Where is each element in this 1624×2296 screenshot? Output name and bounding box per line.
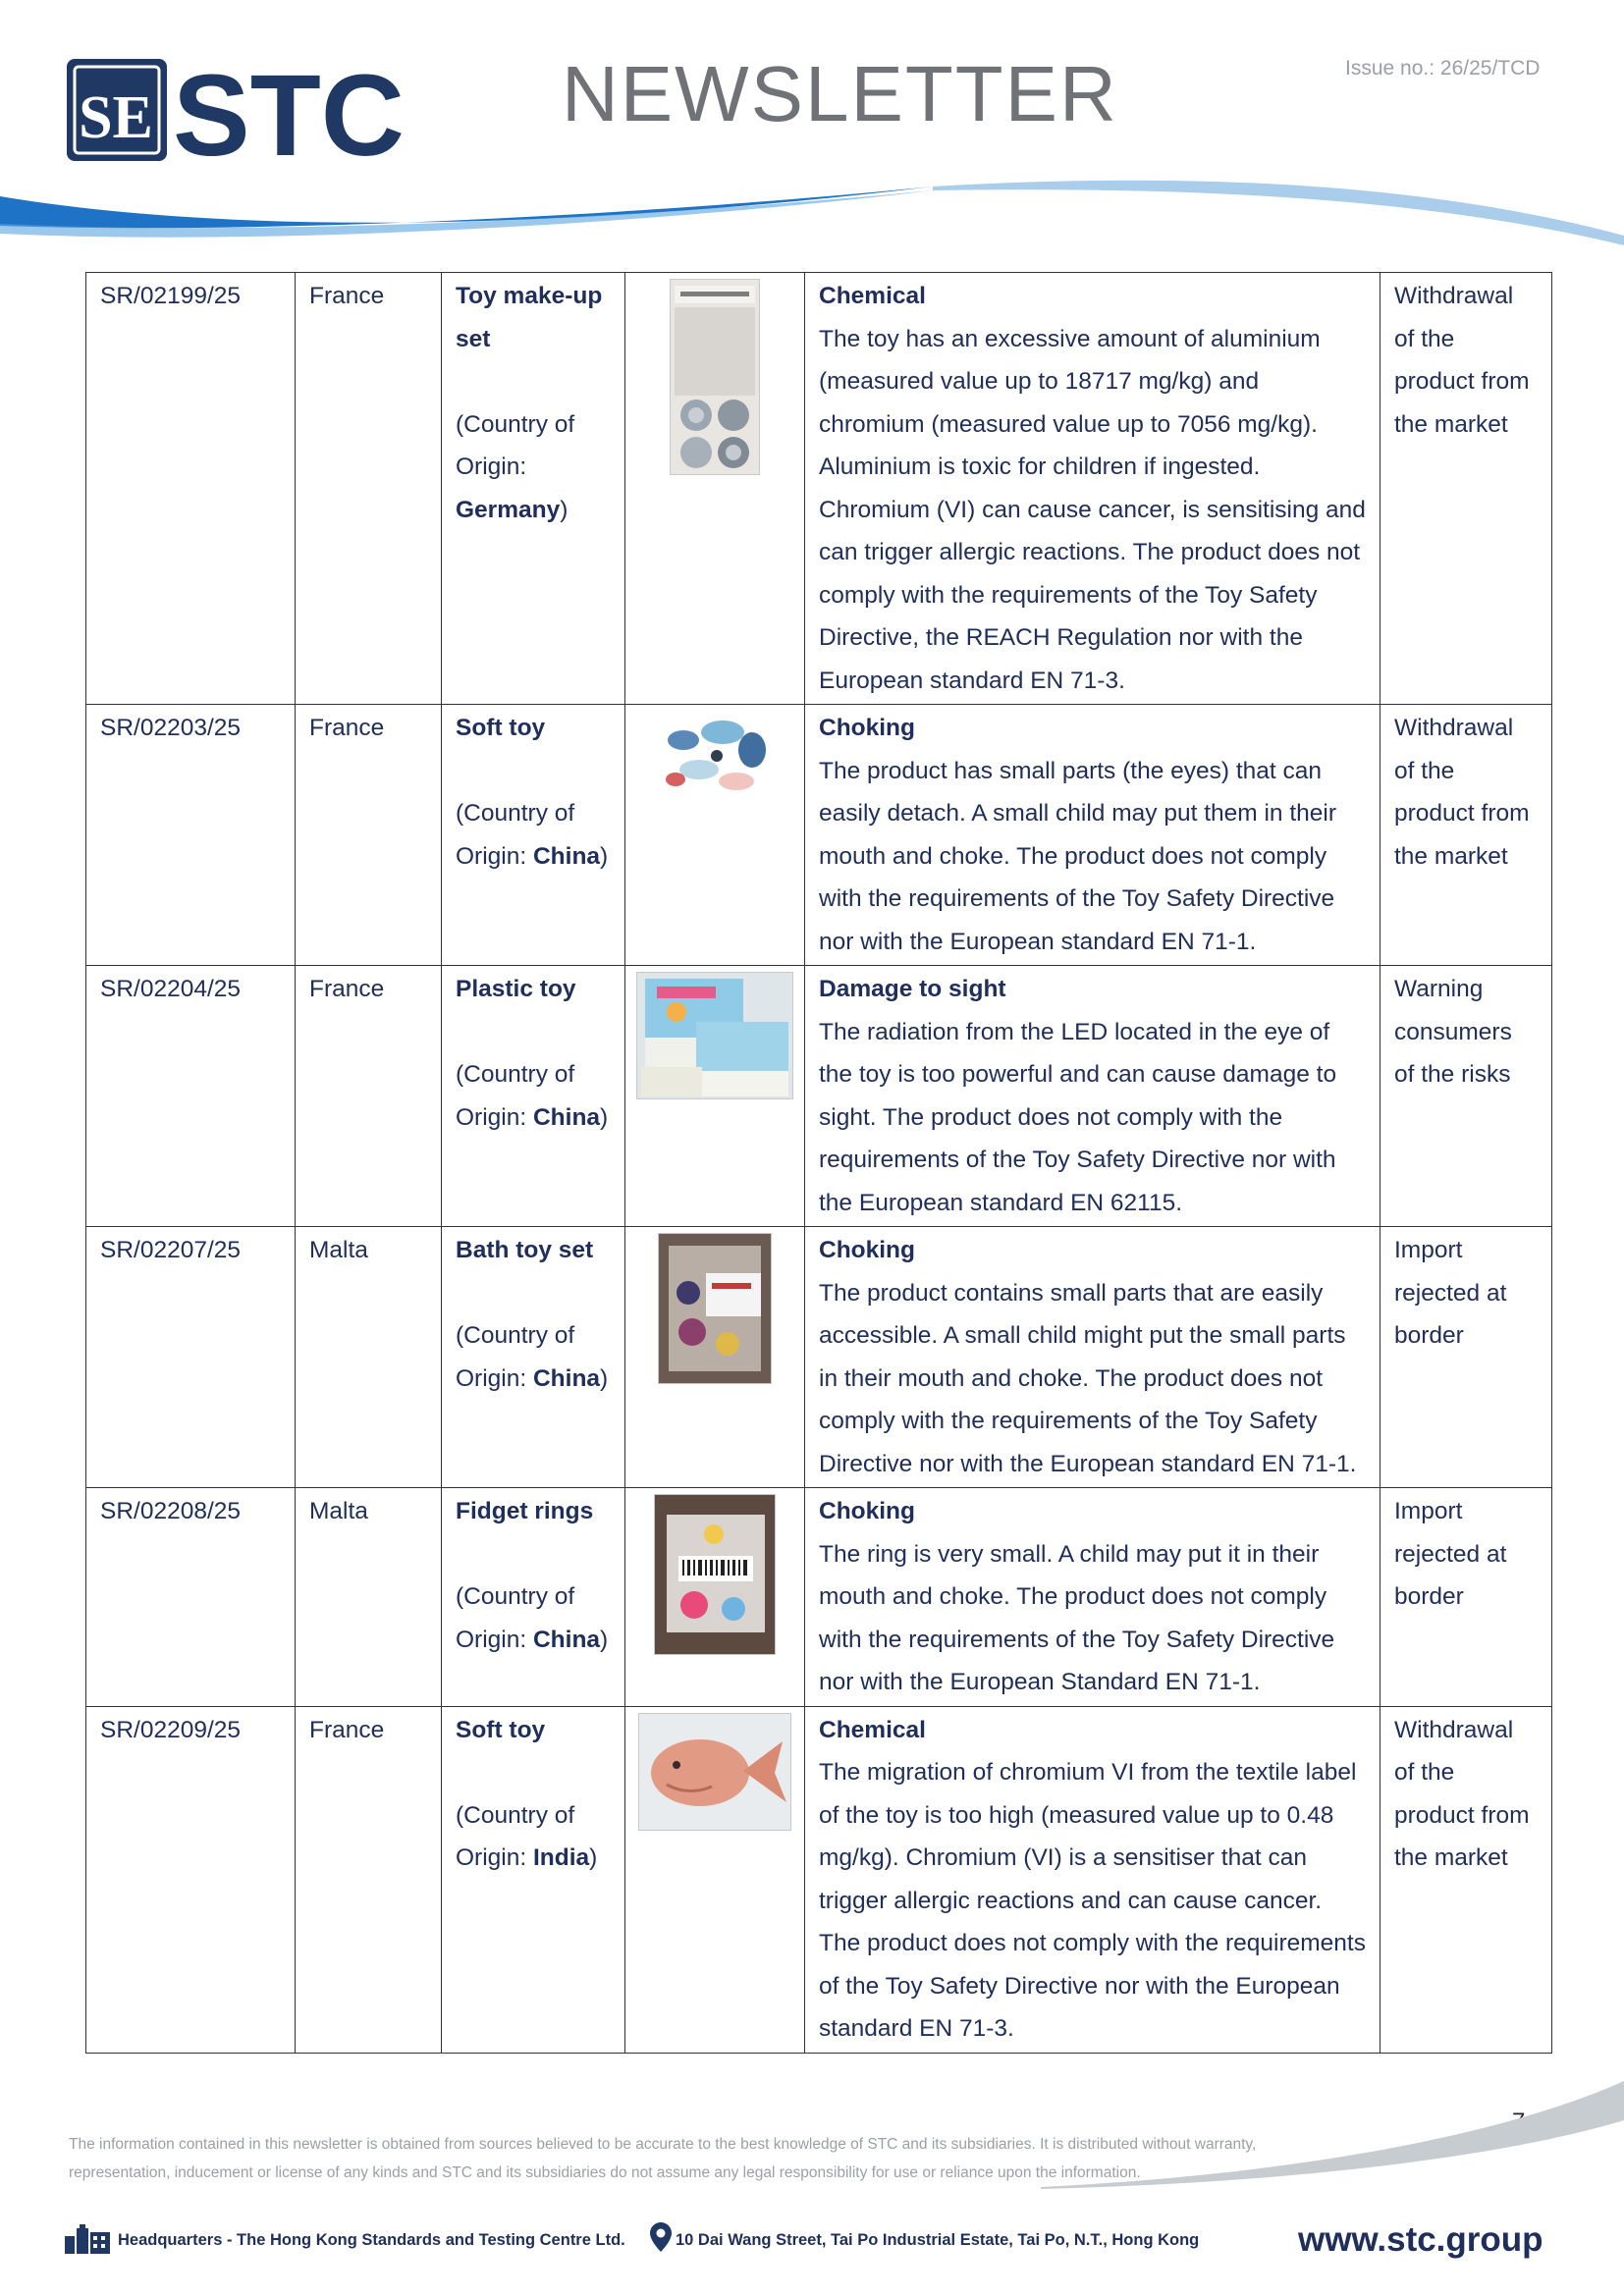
headquarters-text: Headquarters - The Hong Kong Standards and Testing Centre Ltd. [118,2231,625,2249]
reference-cell: SR/02199/25 [86,273,296,705]
product-name: Fidget rings [456,1498,594,1524]
origin-country: China [532,842,601,870]
origin-country: China [532,1364,601,1392]
hazard-type: Damage to sight [819,976,1006,1002]
hazard-type: Chemical [819,1716,926,1743]
origin-country: India [532,1844,590,1871]
origin-country: China [532,1626,601,1653]
hazard-cell [805,705,1380,966]
product-cell [442,705,625,966]
product-cell [442,1488,625,1707]
product-cell [442,273,625,705]
product-image-cell [625,1488,805,1707]
bath-toy-photo [658,1233,772,1384]
origin-label: (Country of Origin: [456,1322,575,1392]
origin-close: ) [560,496,568,523]
origin-label: (Country of Origin: [456,410,575,480]
website-link[interactable]: www.stc.group [1298,2220,1543,2259]
hazard-type: Choking [819,715,915,741]
reference-cell: SR/02207/25 [86,1227,296,1488]
product-name: Bath toy set [456,1237,594,1263]
product-name: Plastic toy [456,976,576,1002]
origin-label: (Country of Origin: [456,1583,575,1653]
hazard-description: The radiation from the LED located in the eye of the toy is too powerful and can cause damage to sight. The product does not comply with the requirements of the Toy Safety Directive nor with the European standard EN 62115. [819,1018,1337,1216]
building-icon [65,2222,110,2254]
hazard-cell [805,1227,1380,1488]
product-name: Soft toy [456,1716,546,1743]
hazard-cell [805,273,1380,705]
hazard-description: The product contains small parts that are easily accessible. A small child might put the small parts in their mouth and choke. The product does not comply with the requirements of the Toy Safety Directive nor with the European standard EN 71-1. [819,1279,1357,1477]
origin-label: (Country of Origin: [456,1801,575,1871]
measures-cell: Withdrawal of the product from the market [1380,273,1552,705]
measures-cell: Import rejected at border [1380,1488,1552,1707]
hazard-type: Chemical [819,283,926,309]
origin-country: Germany [456,496,561,523]
newsletter-title: NEWSLETTER [562,50,1118,137]
fidget-rings-photo [654,1494,776,1655]
notifying-country-cell: France [296,966,442,1227]
location-pin-icon [650,2222,672,2252]
product-image-cell [625,705,805,966]
make-up-set-photo [670,279,760,475]
product-image-cell [625,1706,805,2053]
origin-label: (Country of Origin: [456,1061,575,1131]
hazard-description: The product has small parts (the eyes) that can easily detach. A small child may put them in their mouth and choke. The product does not comply with the requirements of the Toy Safety Directive nor with the European standard EN 71-1. [819,757,1337,955]
stc-logo [67,57,460,163]
disclaimer-text: The information contained in this newsletter is obtained from sources believed to be accurate to the best knowledge of STC and its subsidiaries. It is distributed without warranty, representation, inducement or license of any kinds and STC and its subsidiaries do not assume any legal responsibility for use or reliance upon the information. [69,2136,1257,2181]
reference-cell: SR/02208/25 [86,1488,296,1707]
table-row [86,705,1552,966]
origin-close: ) [600,1364,609,1392]
hazard-type: Choking [819,1237,915,1263]
svg-text:STC: STC [173,57,405,163]
hazard-cell [805,1488,1380,1707]
origin-close: ) [600,1626,609,1653]
whale-soft-toy-photo [638,1713,791,1831]
product-image-cell [625,273,805,705]
product-name: Toy make-up set [456,283,603,352]
table-row [86,966,1552,1227]
table-row [86,1706,1552,2053]
origin-close: ) [600,1103,609,1131]
origin-close: ) [589,1844,598,1871]
product-image-cell [625,1227,805,1488]
origin-label: (Country of Origin: [456,800,575,870]
product-image-cell [625,966,805,1227]
origin-country: China [532,1103,601,1131]
hazard-cell [805,1706,1380,2053]
issue-number: Issue no.: 26/25/TCD [1345,57,1541,80]
hazard-type: Choking [819,1498,915,1524]
plastic-toy-photo [636,972,793,1099]
reference-cell: SR/02209/25 [86,1706,296,2053]
recall-table [85,272,1552,2054]
measures-cell: Warning consumers of the risks [1380,966,1552,1227]
table-row [86,1488,1552,1707]
hazard-description: The migration of chromium VI from the textile label of the toy is too high (measured value up to 0.48 mg/kg). Chromium (VI) is a sensitiser that can trigger allergic reactions and can cause cancer. The product does not comply with the requirements of the Toy Safety Directive nor with the European standard EN 71-3. [819,1759,1366,2042]
svg-text:SE: SE [79,84,153,151]
notifying-country-cell: France [296,273,442,705]
hazard-description: The toy has an excessive amount of aluminium (measured value up to 18717 mg/kg) and chromium (measured value up to 7056 mg/kg). Aluminium is toxic for children if ingested. Chromium (VI) can cause cancer, is sensitising and can trigger allergic reactions. The product does not comply with the requirements of the Toy Safety Directive, the REACH Regulation nor with the European standard EN 71-3. [819,325,1366,694]
product-cell [442,966,625,1227]
product-cell [442,1227,625,1488]
soft-toy-photo [654,711,776,801]
footer-bar [65,2220,1567,2260]
hazard-cell [805,966,1380,1227]
measures-cell: Import rejected at border [1380,1227,1552,1488]
notifying-country-cell: Malta [296,1227,442,1488]
hazard-description: The ring is very small. A child may put it in their mouth and choke. The product does not comply with the requirements of the Toy Safety Directive nor with the European Standard EN 71-1. [819,1540,1335,1695]
header-swoosh [0,177,1624,265]
notifying-country-cell: France [296,1706,442,2053]
table-row [86,1227,1552,1488]
notifying-country-cell: Malta [296,1488,442,1707]
measures-cell: Withdrawal of the product from the market [1380,705,1552,966]
reference-cell: SR/02204/25 [86,966,296,1227]
measures-cell: Withdrawal of the product from the market [1380,1706,1552,2053]
product-cell [442,1706,625,2053]
reference-cell: SR/02203/25 [86,705,296,966]
notifying-country-cell: France [296,705,442,966]
product-name: Soft toy [456,715,546,741]
origin-close: ) [600,842,609,870]
table-row [86,273,1552,705]
address-text: 10 Dai Wang Street, Tai Po Industrial Estate, Tai Po, N.T., Hong Kong [676,2231,1200,2249]
